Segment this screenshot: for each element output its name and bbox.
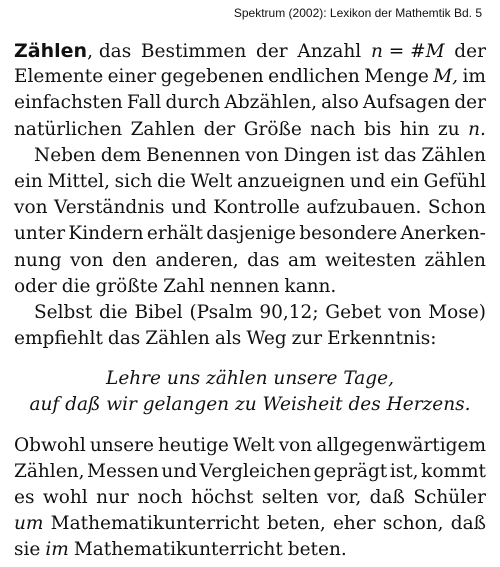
text-line [14,38,486,64]
lexicon-entry [14,38,486,564]
text-line [14,248,486,274]
word: anzueignen [237,170,346,192]
word: unter [14,223,66,245]
word: ein [14,170,43,192]
math-symbol: n. [468,118,486,140]
text-line [14,326,486,352]
word: kommt [421,460,486,482]
spacer [14,352,486,366]
word: Fall [126,92,162,114]
word: nach [310,118,356,140]
text-line [14,195,486,221]
word: gegebenen [160,66,264,88]
text-line [14,300,486,326]
word: Selbst [34,301,93,323]
word: Kindern [68,223,144,245]
word: selten [261,487,319,508]
word: Gebet [325,301,382,323]
word: Schüler [413,487,486,508]
text-line [14,459,486,485]
word: von [14,197,48,219]
math-symbol: M, [433,66,459,88]
word: von [245,144,279,166]
word: allgegenwärtigem [316,434,486,456]
text-line [14,64,486,90]
word: aufzubauen. [306,197,422,219]
word: noch [137,487,183,508]
word: Dingen [283,144,352,166]
word: Elemente [14,66,104,88]
word: heutige [157,434,229,456]
word: und [349,170,386,192]
word: sich [114,170,153,192]
word: Mose) [428,301,486,323]
text-line [14,90,486,116]
word: nennen [209,275,280,297]
word: Welt [232,434,275,456]
word: durch [165,92,221,114]
word: Zählen, [14,460,85,482]
word: Verständnis [54,197,165,219]
word: endlichen [268,66,360,88]
word: unsere [89,434,154,456]
word: Anerken- [400,223,486,245]
word: , das [87,41,132,62]
word: Mittel, [47,170,110,192]
word: Weg [246,328,287,350]
word: von [70,249,104,271]
word: der [255,41,288,62]
word: und [171,197,207,219]
word: der [203,118,236,140]
word: Messen [87,460,159,482]
word: Zählen [421,144,486,166]
word: Schon [427,197,486,219]
word: (Psalm [189,301,253,323]
word: anderen, [155,249,239,271]
word: Aufsagen [362,92,451,114]
word: zählen [424,249,486,271]
text-line [14,433,486,459]
word: einfachsten [14,92,123,114]
word: Größe [243,118,302,140]
word: eher [332,513,376,535]
text-line [14,274,486,300]
word: Abzählen, [224,92,318,114]
word: empfiehlt [14,328,103,350]
word: beten. [287,539,347,561]
word: vor, [326,487,362,508]
word: die [99,301,128,323]
text-line [14,511,486,537]
word: nung [14,249,62,271]
text-line [14,221,486,247]
source-citation: Spektrum (2002): Lexikon der Mathemtik Bd. 5 [233,6,482,20]
word: nur [96,487,129,508]
spacer [14,419,486,433]
text-line [14,169,486,195]
quote-text: Lehre uns zählen unsere Tage, [106,368,394,390]
word: das [107,328,141,350]
word: geprägt [313,460,388,482]
word: also [321,92,359,114]
word: sie [14,539,41,561]
word: besondere [299,223,398,245]
word: Zählen [145,328,210,350]
math-formula: n = #M [370,41,445,62]
word: Kontrolle [213,197,300,219]
word: Welt [190,170,233,192]
word: Vergleichen [199,460,311,482]
word: Gefühl [423,170,486,192]
word: oder [14,275,57,297]
word: das [383,144,417,166]
emphasis-word: um [14,513,44,535]
word: natürlichen [14,118,123,140]
quote-line [14,366,486,392]
word: Bibel [134,301,183,323]
word: Bestimmen [140,41,247,62]
word: kann. [284,275,337,297]
word: als [214,328,242,350]
word: wohl [42,487,88,508]
word: daß [369,487,405,508]
emphasis-word: im [45,539,69,561]
word: bis [364,118,392,140]
word: Mathematikunterricht [73,539,283,561]
word: am [288,249,317,271]
text-line [14,485,486,511]
word: den [112,249,147,271]
word: 90,12; [259,301,319,323]
word: das [247,249,280,271]
word: die [61,275,91,297]
word: schon, [382,513,444,535]
word: Menge [364,66,429,88]
word: Benennen [146,144,241,166]
word: Neben [34,144,96,166]
word: ist, [389,460,419,482]
text-line [14,117,486,143]
word: Zahlen [130,118,196,140]
word: hin [399,118,430,140]
word: einer [107,66,157,88]
word: der [454,92,486,114]
word: erhält [146,223,203,245]
word: Anzahl [297,41,362,62]
word: größte [95,275,159,297]
word: weitesten [325,249,416,271]
word: ist [356,144,379,166]
headword: Zählen [14,40,88,62]
word: zu [437,118,460,140]
word: Erkenntnis: [327,328,437,350]
word: höchst [191,487,254,508]
word: im [462,66,486,88]
word: es [14,487,35,508]
word: Obwohl [14,434,86,456]
quote-text: auf daß wir gelangen zu Weisheit des Herzens. [29,394,471,416]
word: daß [450,513,486,535]
word: beten, [266,513,326,535]
text-line [14,143,486,169]
word: der [454,41,486,62]
word: Zahl [163,275,205,297]
word: zur [291,328,323,350]
quote-line [14,392,486,418]
word: dasjenige [206,223,296,245]
word: dem [100,144,142,166]
word: von [278,434,313,456]
headword-group [14,38,131,65]
word: ein [390,170,419,192]
word: von [387,301,422,323]
text-line [14,537,486,563]
word: Mathematikunterricht [50,513,260,535]
word: und [161,460,198,482]
word: die [157,170,186,192]
